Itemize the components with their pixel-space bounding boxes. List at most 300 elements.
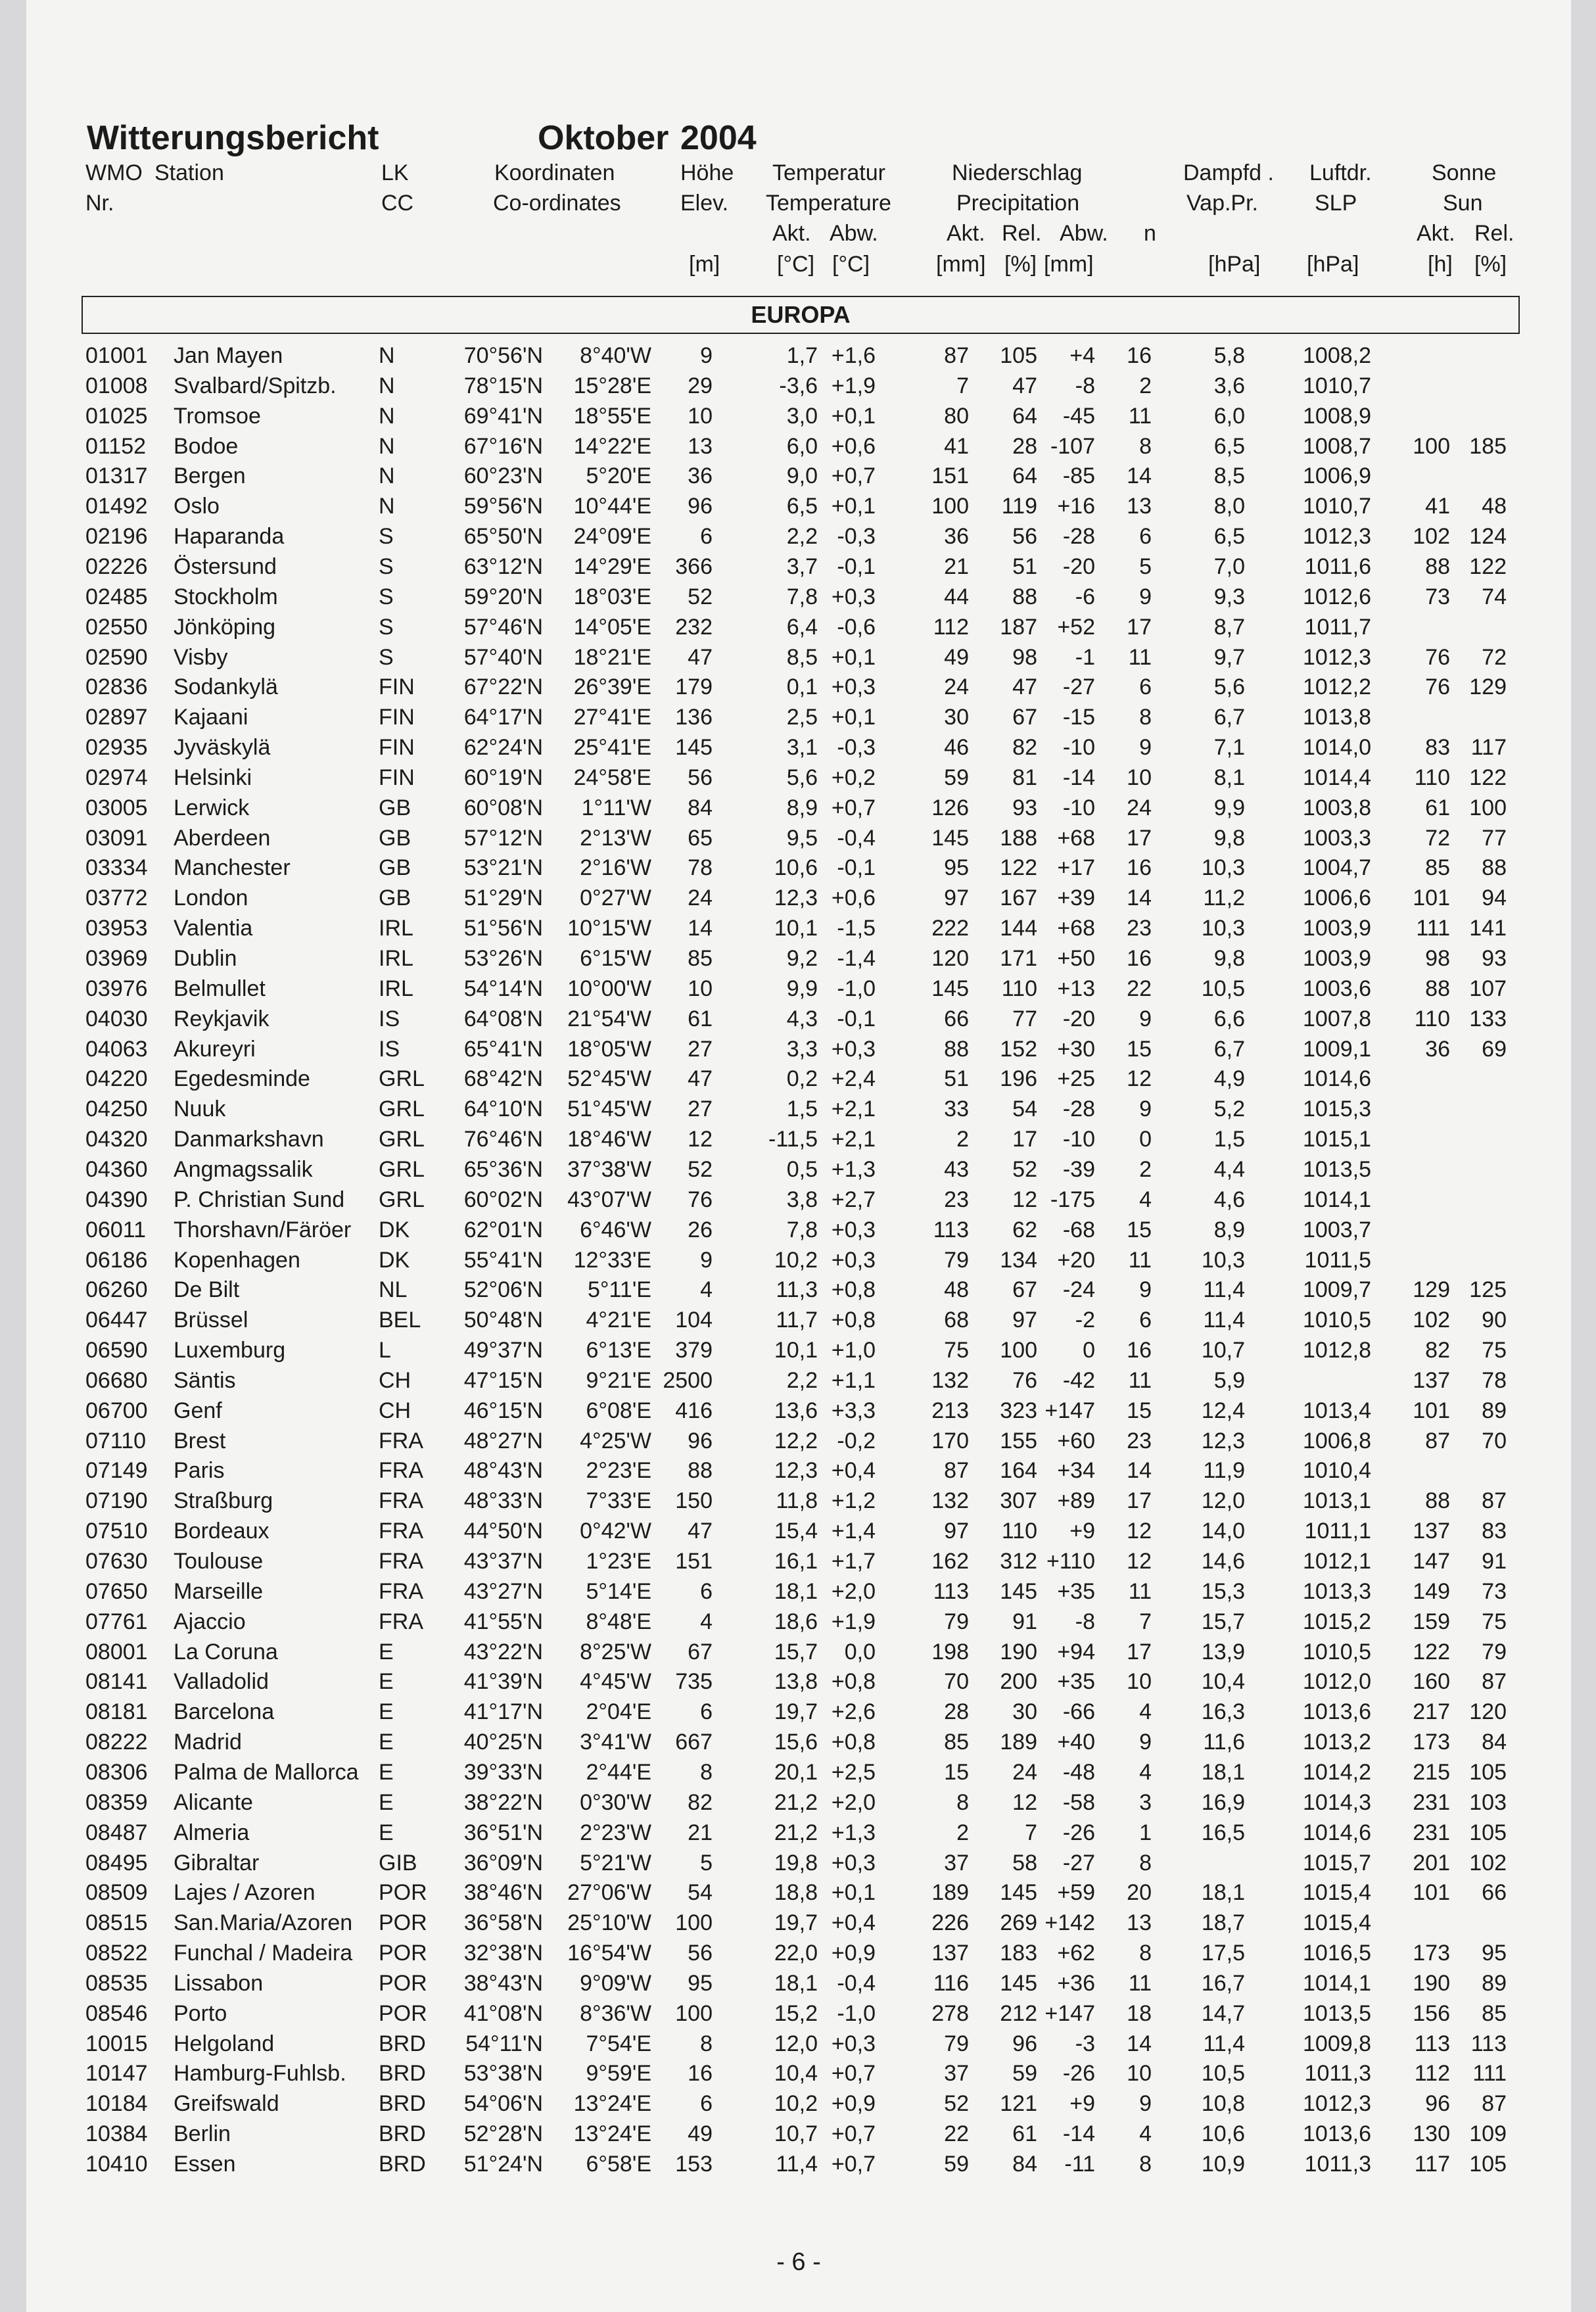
cell-sun-rel: 87: [1482, 1669, 1507, 1695]
cell-precip-n: 3: [1139, 1789, 1152, 1815]
cell-precip-akt: 222: [931, 916, 969, 941]
cell-sun-hours: 201: [1413, 1850, 1450, 1876]
cell-precip-abw: -26: [1062, 2061, 1095, 2087]
cell-sun-hours: 82: [1425, 1338, 1450, 1363]
table-row: [26, 763, 1571, 793]
cell-precip-abw: +94: [1057, 1639, 1095, 1664]
hdr-unit-mm-akt: [mm]: [936, 252, 986, 277]
cell-temp-akt: 6,0: [786, 433, 818, 459]
cell-precip-rel: 164: [1000, 1458, 1037, 1484]
table-row: [26, 1998, 1571, 2029]
cell-precip-n: 14: [1127, 885, 1152, 911]
cell-latitude: 41°39'N: [463, 1669, 543, 1695]
cell-temp-abw: -0,3: [837, 735, 876, 761]
report-page: [26, 0, 1571, 2312]
cell-wmo-nr: 08222: [85, 1730, 148, 1755]
hdr-slp: SLP: [1315, 191, 1357, 216]
cell-sun-hours: 72: [1425, 825, 1450, 851]
cell-sea-level-pressure: 1013,5: [1303, 2000, 1371, 2026]
cell-precip-abw: +20: [1057, 1247, 1095, 1273]
cell-precip-rel: 76: [1012, 1367, 1037, 1393]
cell-sun-rel: 73: [1482, 1578, 1507, 1604]
cell-latitude: 60°19'N: [463, 765, 543, 790]
cell-vapour-pressure: 18,1: [1201, 1880, 1245, 1906]
cell-temp-akt: 2,2: [786, 1367, 818, 1393]
cell-precip-abw: +59: [1057, 1880, 1095, 1906]
hdr-unit-m: [m]: [689, 252, 720, 277]
cell-elevation: 150: [675, 1488, 713, 1514]
cell-country-code: FRA: [379, 1428, 423, 1453]
cell-wmo-nr: 08515: [85, 1910, 148, 1936]
hdr-elev: Elev.: [680, 191, 729, 216]
cell-precip-n: 10: [1127, 765, 1152, 790]
cell-longitude: 9°21'E: [586, 1367, 651, 1393]
cell-precip-abw: -26: [1062, 1820, 1095, 1845]
cell-station-name: Dublin: [174, 946, 237, 971]
cell-precip-abw: -66: [1062, 1699, 1095, 1725]
cell-precip-rel: 171: [1000, 946, 1037, 971]
cell-latitude: 70°56'N: [463, 343, 543, 368]
cell-temp-abw: +0,4: [831, 1458, 876, 1484]
cell-country-code: L: [379, 1338, 391, 1363]
cell-temp-abw: +1,3: [831, 1156, 876, 1182]
cell-temp-akt: 15,7: [774, 1639, 818, 1664]
cell-longitude: 8°48'E: [586, 1609, 651, 1634]
cell-vapour-pressure: 5,9: [1213, 1367, 1245, 1393]
cell-sea-level-pressure: 1015,4: [1303, 1910, 1371, 1936]
cell-temp-abw: +0,1: [831, 1880, 876, 1906]
cell-precip-n: 23: [1127, 1428, 1152, 1453]
cell-temp-akt: 11,7: [776, 1308, 818, 1333]
cell-precip-rel: 54: [1012, 1097, 1037, 1122]
cell-temp-akt: 11,8: [776, 1488, 818, 1514]
cell-temp-abw: -0,4: [837, 825, 876, 851]
cell-temp-abw: -0,1: [837, 1006, 876, 1031]
cell-country-code: N: [379, 494, 395, 519]
cell-elevation: 6: [700, 524, 713, 550]
cell-temp-akt: 18,1: [774, 1970, 818, 1996]
table-row: [26, 1245, 1571, 1275]
cell-precip-akt: 59: [944, 2152, 969, 2177]
cell-precip-n: 17: [1127, 825, 1152, 851]
cell-sun-rel: 78: [1482, 1367, 1507, 1393]
cell-longitude: 6°15'W: [580, 946, 651, 971]
cell-country-code: N: [379, 373, 395, 398]
cell-elevation: 136: [675, 705, 713, 730]
cell-sea-level-pressure: 1011,3: [1304, 2152, 1371, 2177]
cell-station-name: De Bilt: [174, 1277, 240, 1303]
cell-latitude: 38°46'N: [463, 1880, 543, 1906]
cell-temp-abw: +1,0: [831, 1338, 876, 1363]
cell-precip-n: 0: [1139, 1127, 1152, 1152]
cell-temp-abw: +2,7: [831, 1187, 876, 1212]
cell-sea-level-pressure: 1013,5: [1303, 1156, 1371, 1182]
cell-sea-level-pressure: 1012,6: [1303, 584, 1371, 609]
cell-vapour-pressure: 10,5: [1201, 976, 1245, 1001]
table-row: [26, 1064, 1571, 1094]
cell-temp-abw: +0,8: [831, 1669, 876, 1695]
cell-temp-abw: +0,1: [831, 494, 876, 519]
cell-longitude: 2°16'W: [580, 855, 651, 881]
cell-precip-rel: 24: [1012, 1759, 1037, 1785]
cell-sea-level-pressure: 1012,1: [1303, 1549, 1371, 1574]
cell-vapour-pressure: 11,4: [1203, 2031, 1245, 2056]
cell-precip-n: 2: [1139, 373, 1152, 398]
cell-elevation: 9: [700, 1247, 713, 1273]
cell-station-name: Jönköping: [174, 614, 276, 640]
table-row: [26, 1637, 1571, 1667]
cell-elevation: 379: [675, 1338, 713, 1363]
cell-longitude: 5°14'E: [586, 1578, 651, 1604]
cell-temp-akt: 2,2: [786, 524, 818, 550]
cell-temp-akt: 5,6: [786, 765, 818, 790]
cell-wmo-nr: 03976: [85, 976, 148, 1001]
cell-vapour-pressure: 10,8: [1201, 2091, 1245, 2117]
cell-sun-rel: 111: [1472, 2061, 1507, 2087]
cell-elevation: 8: [700, 1759, 713, 1785]
table-row: [26, 1938, 1571, 1968]
cell-precip-akt: 51: [944, 1066, 969, 1092]
cell-latitude: 52°06'N: [463, 1277, 543, 1303]
cell-sea-level-pressure: 1011,1: [1304, 1519, 1371, 1544]
cell-sea-level-pressure: 1008,9: [1303, 403, 1371, 429]
table-row: [26, 1124, 1571, 1154]
cell-latitude: 44°50'N: [463, 1519, 543, 1544]
cell-temp-akt: 12,0: [774, 2031, 818, 2056]
cell-precip-rel: 88: [1012, 584, 1037, 609]
cell-temp-abw: +1,9: [831, 1609, 876, 1634]
cell-elevation: 76: [688, 1187, 713, 1212]
cell-elevation: 21: [688, 1820, 713, 1845]
cell-longitude: 0°27'W: [580, 885, 651, 911]
cell-precip-abw: -85: [1062, 463, 1095, 489]
cell-vapour-pressure: 18,1: [1201, 1759, 1245, 1785]
cell-wmo-nr: 08546: [85, 2000, 148, 2026]
cell-wmo-nr: 07761: [85, 1609, 148, 1634]
cell-sea-level-pressure: 1014,6: [1303, 1820, 1371, 1845]
cell-sea-level-pressure: 1013,4: [1303, 1398, 1371, 1423]
cell-latitude: 32°38'N: [463, 1941, 543, 1966]
cell-precip-n: 17: [1127, 614, 1152, 640]
cell-temp-akt: 4,3: [786, 1006, 818, 1031]
cell-precip-abw: +30: [1057, 1036, 1095, 1062]
cell-sun-hours: 102: [1413, 1308, 1450, 1333]
cell-elevation: 366: [675, 554, 713, 579]
cell-sea-level-pressure: 1015,7: [1303, 1850, 1371, 1876]
cell-precip-n: 15: [1127, 1217, 1152, 1242]
cell-temp-akt: 11,4: [776, 2152, 818, 2177]
cell-temp-abw: +0,3: [831, 584, 876, 609]
table-row: [26, 1365, 1571, 1396]
cell-latitude: 59°56'N: [463, 494, 543, 519]
cell-precip-rel: 47: [1012, 373, 1037, 398]
hdr-unit-pct-sun: [%]: [1474, 252, 1507, 277]
cell-precip-akt: 15: [944, 1759, 969, 1785]
cell-station-name: Genf: [174, 1398, 222, 1423]
cell-precip-abw: -20: [1062, 554, 1095, 579]
cell-station-name: Hamburg-Fuhlsb.: [174, 2061, 346, 2087]
cell-precip-abw: +50: [1057, 946, 1095, 971]
cell-latitude: 63°12'N: [463, 554, 543, 579]
cell-temp-abw: -0,1: [837, 554, 876, 579]
table-row: [26, 1757, 1571, 1787]
cell-sun-rel: 89: [1482, 1398, 1507, 1423]
cell-country-code: FRA: [379, 1458, 423, 1484]
cell-latitude: 48°43'N: [463, 1458, 543, 1484]
cell-country-code: FIN: [379, 674, 415, 700]
cell-country-code: E: [379, 1639, 394, 1664]
cell-precip-akt: 36: [944, 524, 969, 550]
cell-sun-rel: 83: [1482, 1519, 1507, 1544]
cell-longitude: 0°30'W: [580, 1789, 651, 1815]
cell-precip-akt: 43: [944, 1156, 969, 1182]
cell-wmo-nr: 10147: [85, 2061, 148, 2087]
cell-elevation: 153: [675, 2152, 713, 2177]
cell-latitude: 67°16'N: [463, 433, 543, 459]
cell-country-code: GRL: [379, 1156, 425, 1182]
cell-vapour-pressure: 16,5: [1201, 1820, 1245, 1845]
cell-precip-abw: -24: [1062, 1277, 1095, 1303]
cell-vapour-pressure: 10,7: [1201, 1338, 1245, 1363]
cell-precip-abw: +40: [1057, 1730, 1095, 1755]
cell-temp-abw: +2,0: [831, 1578, 876, 1604]
cell-sun-rel: 105: [1469, 2152, 1507, 2177]
cell-sea-level-pressure: 1003,9: [1303, 916, 1371, 941]
cell-elevation: 151: [675, 1549, 713, 1574]
cell-precip-n: 18: [1127, 2000, 1152, 2026]
cell-temp-akt: 15,2: [774, 2000, 818, 2026]
cell-temp-abw: +0,7: [831, 2121, 876, 2147]
cell-precip-akt: 70: [944, 1669, 969, 1695]
cell-sea-level-pressure: 1009,7: [1303, 1277, 1371, 1303]
cell-station-name: Helsinki: [174, 765, 252, 790]
cell-wmo-nr: 07630: [85, 1549, 148, 1574]
cell-latitude: 48°33'N: [463, 1488, 543, 1514]
cell-temp-akt: 21,2: [774, 1789, 818, 1815]
cell-precip-n: 10: [1127, 1669, 1152, 1695]
cell-sun-rel: 90: [1482, 1308, 1507, 1333]
cell-temp-akt: 21,2: [774, 1820, 818, 1845]
cell-station-name: Svalbard/Spitzb.: [174, 373, 337, 398]
cell-sea-level-pressure: 1010,5: [1303, 1639, 1371, 1664]
cell-precip-abw: +39: [1057, 885, 1095, 911]
cell-sun-hours: 88: [1425, 554, 1450, 579]
cell-sea-level-pressure: 1011,3: [1304, 2061, 1371, 2087]
cell-precip-n: 11: [1128, 1970, 1152, 1996]
cell-precip-n: 9: [1139, 735, 1152, 761]
hdr-niederschlag: Niederschlag: [952, 160, 1083, 185]
cell-elevation: 67: [688, 1639, 713, 1664]
cell-wmo-nr: 01492: [85, 494, 148, 519]
cell-latitude: 64°08'N: [463, 1006, 543, 1031]
cell-wmo-nr: 07510: [85, 1519, 148, 1544]
cell-sun-rel: 125: [1469, 1277, 1507, 1303]
cell-elevation: 56: [688, 1941, 713, 1966]
cell-country-code: POR: [379, 1970, 427, 1996]
cell-vapour-pressure: 4,9: [1213, 1066, 1245, 1092]
cell-precip-rel: 200: [1000, 1669, 1037, 1695]
cell-longitude: 18°55'E: [573, 403, 651, 429]
cell-elevation: 10: [688, 403, 713, 429]
cell-temp-akt: -11,5: [768, 1127, 818, 1152]
cell-longitude: 10°00'W: [567, 976, 651, 1001]
cell-precip-akt: 116: [933, 1970, 969, 1996]
cell-precip-n: 15: [1127, 1398, 1152, 1423]
cell-temp-abw: +0,7: [831, 463, 876, 489]
cell-country-code: S: [379, 614, 394, 640]
hdr-precip-abw: Abw.: [1060, 221, 1108, 246]
cell-longitude: 24°09'E: [573, 524, 651, 550]
hdr-dampfd: Dampfd .: [1183, 160, 1274, 185]
cell-elevation: 6: [700, 2091, 713, 2117]
cell-precip-akt: 79: [944, 1609, 969, 1634]
cell-latitude: 38°22'N: [463, 1789, 543, 1815]
cell-temp-akt: 10,1: [774, 916, 818, 941]
cell-latitude: 53°26'N: [463, 946, 543, 971]
cell-vapour-pressure: 8,1: [1213, 765, 1245, 790]
cell-station-name: Jan Mayen: [174, 343, 283, 368]
cell-elevation: 47: [688, 1066, 713, 1092]
cell-sun-hours: 36: [1425, 1036, 1450, 1062]
hdr-precip-akt: Akt.: [947, 221, 985, 246]
cell-sun-rel: 129: [1469, 674, 1507, 700]
table-row: [26, 793, 1571, 823]
cell-sun-hours: 102: [1413, 524, 1450, 550]
cell-station-name: Stockholm: [174, 584, 278, 609]
cell-sea-level-pressure: 1016,5: [1303, 1941, 1371, 1966]
cell-longitude: 8°36'W: [580, 2000, 651, 2026]
cell-longitude: 6°58'E: [586, 2152, 651, 2177]
cell-longitude: 14°22'E: [573, 433, 651, 459]
cell-temp-akt: 12,3: [774, 1458, 818, 1484]
cell-country-code: GB: [379, 825, 411, 851]
cell-precip-n: 16: [1127, 946, 1152, 971]
cell-wmo-nr: 01025: [85, 403, 148, 429]
cell-wmo-nr: 01152: [85, 433, 147, 459]
cell-elevation: 27: [688, 1097, 713, 1122]
table-row: [26, 1215, 1571, 1245]
cell-temp-akt: 16,1: [774, 1549, 818, 1574]
cell-precip-akt: 213: [931, 1398, 969, 1423]
cell-elevation: 10: [688, 976, 713, 1001]
cell-sea-level-pressure: 1014,3: [1303, 1789, 1371, 1815]
cell-country-code: FRA: [379, 1578, 423, 1604]
table-row: [26, 552, 1571, 582]
cell-longitude: 3°41'W: [580, 1730, 651, 1755]
cell-precip-rel: 134: [1000, 1247, 1037, 1273]
cell-precip-rel: 110: [1001, 1519, 1037, 1544]
cell-longitude: 12°33'E: [573, 1247, 651, 1273]
cell-longitude: 27°41'E: [573, 705, 651, 730]
cell-sun-hours: 101: [1413, 1398, 1450, 1423]
cell-precip-rel: 122: [1000, 855, 1037, 881]
cell-temp-abw: +1,3: [831, 1820, 876, 1845]
cell-elevation: 85: [688, 946, 713, 971]
cell-precip-rel: 152: [1000, 1036, 1037, 1062]
cell-latitude: 41°08'N: [463, 2000, 543, 2026]
table-row: [26, 1607, 1571, 1637]
cell-temp-akt: 10,2: [774, 2091, 818, 2117]
cell-sea-level-pressure: 1012,3: [1303, 2091, 1371, 2117]
cell-sea-level-pressure: 1011,5: [1304, 1247, 1371, 1273]
cell-temp-abw: +0,3: [831, 1036, 876, 1062]
cell-precip-n: 9: [1139, 1277, 1152, 1303]
cell-sun-rel: 133: [1469, 1006, 1507, 1031]
cell-vapour-pressure: 5,6: [1213, 674, 1245, 700]
cell-temp-abw: +2,1: [831, 1127, 876, 1152]
cell-elevation: 416: [675, 1398, 713, 1423]
cell-elevation: 232: [675, 614, 713, 640]
cell-precip-akt: 132: [931, 1488, 969, 1514]
table-row: [26, 1908, 1571, 1938]
cell-country-code: FRA: [379, 1519, 423, 1544]
cell-longitude: 26°39'E: [573, 674, 651, 700]
hdr-koordinaten: Koordinaten: [494, 160, 615, 185]
cell-country-code: FRA: [379, 1488, 423, 1514]
table-row: [26, 401, 1571, 431]
cell-precip-rel: 91: [1012, 1609, 1037, 1634]
cell-vapour-pressure: 8,5: [1213, 463, 1245, 489]
cell-precip-abw: -28: [1062, 524, 1095, 550]
cell-temp-akt: 1,7: [786, 343, 818, 368]
cell-country-code: GRL: [379, 1127, 425, 1152]
hdr-unit-hpa-slp: [hPa]: [1307, 252, 1359, 277]
cell-precip-rel: 145: [1000, 1578, 1037, 1604]
hdr-unit-pct: [%]: [1004, 252, 1037, 277]
cell-precip-abw: -10: [1062, 1127, 1095, 1152]
cell-country-code: E: [379, 1669, 394, 1695]
cell-precip-n: 24: [1127, 795, 1152, 820]
cell-longitude: 24°58'E: [573, 765, 651, 790]
cell-country-code: S: [379, 524, 394, 550]
cell-temp-abw: -0,6: [837, 614, 876, 640]
cell-latitude: 48°27'N: [463, 1428, 543, 1453]
cell-station-name: Lajes / Azoren: [174, 1880, 316, 1906]
cell-latitude: 47°15'N: [463, 1367, 543, 1393]
cell-precip-rel: 52: [1012, 1156, 1037, 1182]
cell-wmo-nr: 07650: [85, 1578, 148, 1604]
cell-vapour-pressure: 11,4: [1203, 1308, 1245, 1333]
cell-sun-rel: 87: [1482, 1488, 1507, 1514]
cell-station-name: Reykjavik: [174, 1006, 270, 1031]
cell-precip-rel: 47: [1012, 674, 1037, 700]
cell-precip-n: 17: [1127, 1488, 1152, 1514]
cell-temp-akt: 1,5: [786, 1097, 818, 1122]
cell-sea-level-pressure: 1015,1: [1303, 1127, 1371, 1152]
cell-latitude: 54°14'N: [463, 976, 543, 1001]
cell-vapour-pressure: 8,0: [1213, 494, 1245, 519]
hdr-precip-rel: Rel.: [1002, 221, 1042, 246]
cell-temp-abw: +2,5: [831, 1759, 876, 1785]
cell-temp-abw: +0,6: [831, 885, 876, 911]
cell-elevation: 96: [688, 1428, 713, 1453]
cell-precip-abw: -2: [1075, 1308, 1095, 1333]
cell-elevation: 100: [675, 1910, 713, 1936]
cell-country-code: POR: [379, 2000, 427, 2026]
cell-precip-n: 16: [1127, 855, 1152, 881]
cell-sun-rel: 48: [1482, 494, 1507, 519]
cell-precip-n: 11: [1128, 1578, 1152, 1604]
cell-precip-n: 2: [1139, 1156, 1152, 1182]
cell-precip-n: 4: [1139, 1187, 1152, 1212]
cell-temp-akt: 9,9: [786, 976, 818, 1001]
cell-longitude: 6°46'W: [580, 1217, 651, 1242]
cell-precip-akt: 120: [931, 946, 969, 971]
cell-precip-abw: -20: [1062, 1006, 1095, 1031]
hdr-precip-n: n: [1144, 221, 1156, 246]
cell-elevation: 52: [688, 1156, 713, 1182]
cell-sea-level-pressure: 1013,1: [1303, 1488, 1371, 1514]
